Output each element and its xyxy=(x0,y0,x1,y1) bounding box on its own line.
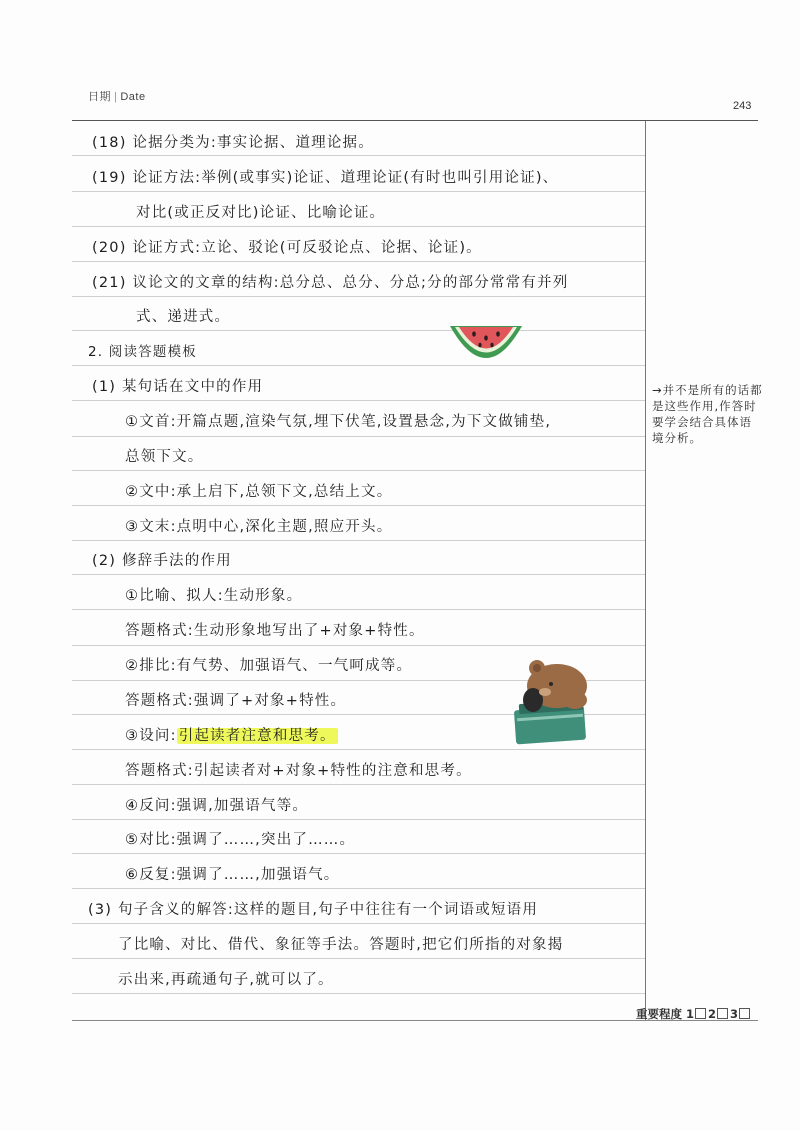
checkbox-icon[interactable] xyxy=(739,1008,750,1019)
ruled-line xyxy=(72,261,645,262)
ruled-line xyxy=(72,888,645,889)
device-label: ③设问: xyxy=(125,728,177,744)
ruled-line xyxy=(72,609,645,610)
ruled-line xyxy=(72,155,645,156)
date-header: 日期 | Date xyxy=(88,91,146,103)
importance-level: 1 xyxy=(686,1007,695,1021)
importance-label: 重要程度 xyxy=(636,1007,682,1021)
note-line: 答题格式:强调了+对象+特性。 xyxy=(125,693,347,709)
note-line: ②排比:有气势、加强语气、一气呵成等。 xyxy=(125,658,413,674)
note-line: (19) 论证方法:举例(或事实)论证、道理论证(有时也叫引用论证)、 xyxy=(92,170,559,186)
ruled-line xyxy=(72,191,645,192)
ruled-line xyxy=(72,993,645,994)
importance-rating xyxy=(636,1006,752,1022)
checkbox-icon[interactable] xyxy=(717,1008,728,1019)
ruled-line xyxy=(72,296,645,297)
ruled-line xyxy=(72,749,645,750)
ruled-line xyxy=(72,574,645,575)
ruled-line xyxy=(72,226,645,227)
margin-line xyxy=(645,121,646,1020)
ruled-line xyxy=(72,853,645,854)
ruled-line xyxy=(72,958,645,959)
note-line: (3) 句子含义的解答:这样的题目,句子中往往有一个词语或短语用 xyxy=(88,902,539,918)
ruled-line xyxy=(72,645,645,646)
page-number: 243 xyxy=(733,100,752,112)
note-line: ①比喻、拟人:生动形象。 xyxy=(125,588,303,604)
note-line: 示出来,再疏通句子,就可以了。 xyxy=(118,972,334,988)
date-label-en: Date xyxy=(120,91,146,103)
note-line: 答题格式:生动形象地写出了+对象+特性。 xyxy=(125,623,425,639)
highlighted-text: 引起读者注意和思考。 xyxy=(178,728,336,744)
note-line: 式、递进式。 xyxy=(136,309,231,325)
watermelon-slice-icon xyxy=(446,318,526,362)
importance-level: 2 xyxy=(708,1007,717,1021)
bear-with-books-icon xyxy=(505,656,597,748)
note-line: (18) 论据分类为:事实论据、道理论据。 xyxy=(92,135,374,151)
ruled-line xyxy=(72,784,645,785)
note-line: ④反问:强调,加强语气等。 xyxy=(125,798,309,814)
ruled-line xyxy=(72,330,645,331)
note-line: 答题格式:引起读者对+对象+特性的注意和思考。 xyxy=(125,763,472,779)
top-rule xyxy=(72,120,758,121)
note-line: ③文末:点明中心,深化主题,照应开头。 xyxy=(125,519,393,535)
ruled-line xyxy=(72,923,645,924)
ruled-line xyxy=(72,400,645,401)
subsection-heading: (2) 修辞手法的作用 xyxy=(92,553,232,569)
note-line: ⑥反复:强调了……,加强语气。 xyxy=(125,867,340,883)
note-line: ①文首:开篇点题,渲染气氛,埋下伏笔,设置悬念,为下文做铺垫, xyxy=(125,414,552,430)
note-line: (21) 议论文的文章的结构:总分总、总分、分总;分的部分常常有并列 xyxy=(92,275,569,291)
note-line: (20) 论证方式:立论、驳论(可反驳论点、论据、论证)。 xyxy=(92,240,482,256)
ruled-line xyxy=(72,470,645,471)
importance-level: 3 xyxy=(730,1007,739,1021)
note-line xyxy=(125,724,338,745)
note-line: ②文中:承上启下,总领下文,总结上文。 xyxy=(125,484,393,500)
note-line: ⑤对比:强调了……,突出了……。 xyxy=(125,832,356,848)
ruled-line xyxy=(72,365,645,366)
ruled-line xyxy=(72,505,645,506)
ruled-line xyxy=(72,540,645,541)
date-label: 日期 xyxy=(88,91,111,103)
ruled-line xyxy=(72,819,645,820)
note-line: 了比喻、对比、借代、象征等手法。答题时,把它们所指的对象揭 xyxy=(118,937,564,953)
ruled-line xyxy=(72,436,645,437)
checkbox-icon[interactable] xyxy=(695,1008,706,1019)
subsection-heading: (1) 某句话在文中的作用 xyxy=(92,379,264,395)
note-line: 对比(或正反对比)论证、比喻论证。 xyxy=(136,205,386,221)
section-heading: 2. 阅读答题模板 xyxy=(88,344,197,360)
margin-note: →并不是所有的话都是这些作用,作答时要学会结合具体语境分析。 xyxy=(652,383,763,445)
note-line: 总领下文。 xyxy=(125,449,204,465)
